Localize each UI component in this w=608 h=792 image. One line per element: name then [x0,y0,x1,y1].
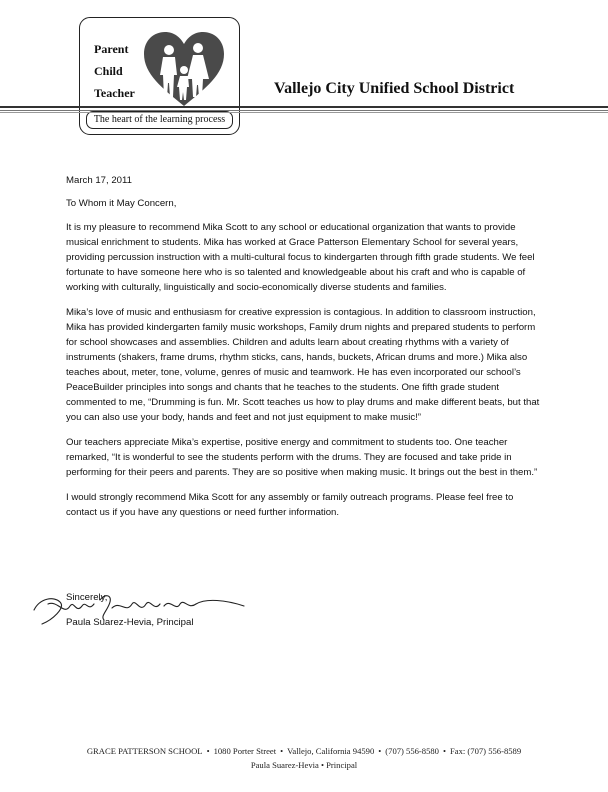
logo-word-child: Child [94,64,123,78]
footer-street: 1080 Porter Street [213,746,277,756]
footer-school: GRACE PATTERSON SCHOOL [86,746,203,756]
footer-fax: Fax: (707) 556-8589 [450,746,522,756]
letter-paragraph-1: It is my pleasure to recommend Mika Scott to any school or educational organization that wants to provide musical enrichment to students. Mika has worked at Grace Patterson Elementary School for several years, providing percussion instruction with a multi-cultural focus to kindergarten through fifth grade students. We feel fortunate to have someone here who is so talented and knowledgeable about his craft and who is capable of working with culturally, linguistically and socio-economically diverse students and families. [66,222,535,293]
header-rule [0,106,608,108]
page-footer [0,744,608,772]
header-rule-thin [0,110,608,111]
district-name: Vallejo City Unified School District [274,80,515,97]
footer-city: Vallejo, California 94590 [287,746,375,756]
letter-body [66,173,542,530]
district-logo [79,17,240,135]
letter-paragraph-2: Mika’s love of music and enthusiasm for creative expression is contagious. In addition to classroom instruction, Mika has provided kindergarten family music workshops, Family drum nights and prepared students to perform for school showcases and assemblies. Children and adults learn about creating rhythms with a variety of instruments (shakers, frame drums, rhythm sticks, cans, hands, buckets, African drums and more.) Mika also teaches about, meter, tone, volume, genres of music and teamwork. He has even incorporated our school’s PeaceBuilder principles into songs and chants that he teaches to the students. One fifth grade student commented to me, “Drumming is fun. Mr. Scott teaches us how to play drums and make different beats, but that you can also use your body, hands and feet and not just equipment to make music!” [66,307,540,423]
letter-date: March 17, 2011 [66,175,132,186]
letter-paragraph-4: I would strongly recommend Mika Scott for any assembly or family outreach programs. Please feel free to contact us if you have any questions or need further information. [66,492,514,518]
letter-greeting: To Whom it May Concern, [66,198,177,209]
letter-paragraph-3: Our teachers appreciate Mika’s expertise, positive energy and commitment to students too. One teacher remarked, “It is wonderful to see the students perform with the drums. They are focused and take pride in performing for their peers and parents. They are so positive when making music. It brings out the best in them.” [66,437,538,478]
logo-tagline: The heart of the learning process [86,111,233,129]
header-rule-faint [0,112,608,113]
footer-phone: (707) 556-8580 [385,746,439,756]
footer-principal: Paula Suarez-Hevia • Principal [250,760,358,770]
letter-closing: Sincerely, [66,592,108,603]
signer-name: Paula Suarez-Hevia, Principal [66,617,194,628]
footer-address-line: GRACE PATTERSON SCHOOL • 1080 Porter Street • Vallejo, California 94590 • (707) 556-8580 • Fax: (707) 556-8589 [86,746,522,756]
logo-word-teacher: Teacher [94,86,135,100]
heart-family-icon [142,30,226,108]
logo-words [94,38,135,104]
logo-word-parent: Parent [94,42,129,56]
